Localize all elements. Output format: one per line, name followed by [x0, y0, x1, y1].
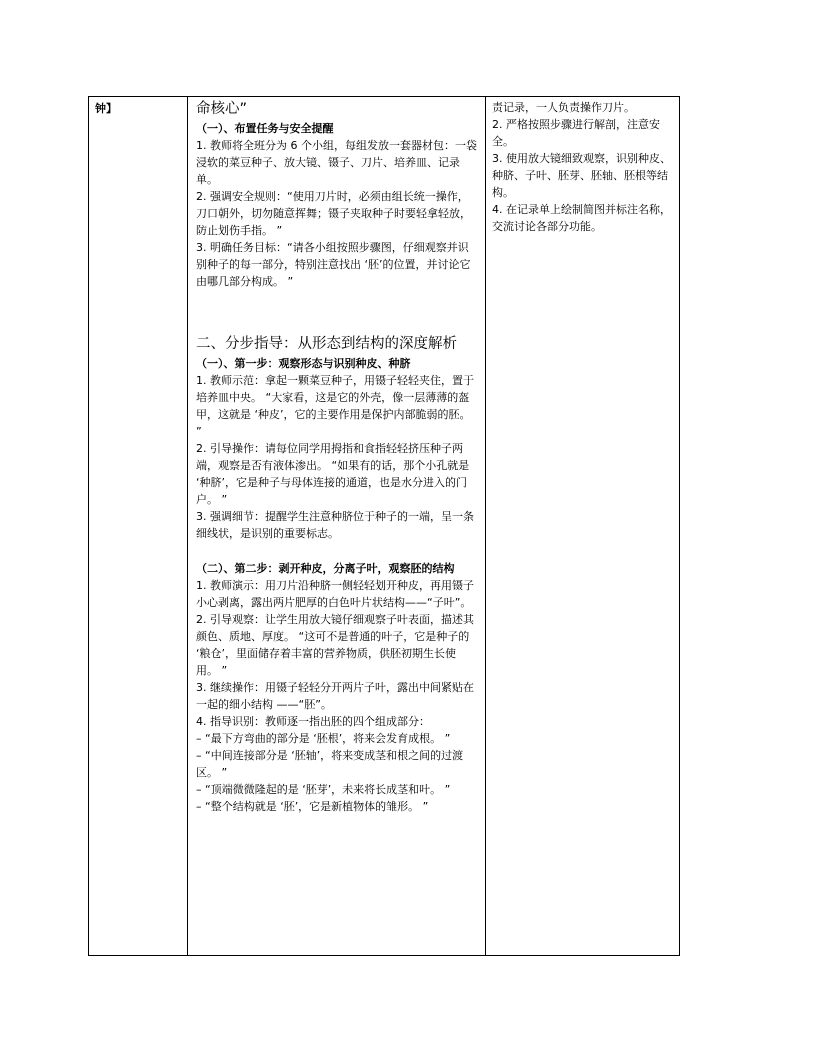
student-item: 2. 严格按照步骤进行解剖，注意安全。 [492, 118, 660, 148]
teacher-activity-column [188, 97, 486, 955]
step2-item: 4. 指导识别：教师逐一指出胚的四个组成部分： [196, 715, 430, 728]
step2-item: 1. 教师演示：用刀片沿种脐一侧轻轻划开种皮，再用镊子小心剥离，露出两片肥厚的白色叶片状结构——“子叶”。 [196, 579, 474, 609]
step1-heading: （一）、第一步：观察形态与识别种皮、种脐 [196, 357, 411, 370]
step2-item: – “中间连接部分是 ‘胚轴’，将来变成茎和根之间的过渡区。 ” [196, 749, 464, 779]
continued-line: 命核心” [196, 101, 248, 117]
time-column [89, 97, 188, 955]
student-activity-column [486, 97, 679, 955]
task-item: 3. 明确任务目标：“请各小组按照步骤图，仔细观察并识别种子的每一部分，特别注意找出 ‘胚’的位置，并讨论它由哪几部分构成。 ” [196, 241, 471, 288]
step2-item: – “最下方弯曲的部分是 ‘胚根’，将来会发育成根。 ” [196, 732, 451, 745]
task-item: 1. 教师将全班分为 6 个小组，每组发放一套器材包：一袋浸软的菜豆种子、放大镜、镊子、刀片、培养皿、记录单。 [196, 139, 477, 186]
step2-item: – “整个结构就是 ‘胚’，它是新植物体的雏形。 ” [196, 800, 429, 813]
step1-item: 2. 引导操作：请每位同学用拇指和食指轻轻挤压种子两端，观察是否有液体渗出。 “如果有的话，那个小孔就是 ‘种脐’，它是种子与母体连接的通道，也是水分进入的门户。 ” [196, 442, 470, 506]
student-item: 责记录，一人负责操作刀片。 [492, 101, 635, 114]
task-item: 2. 强调安全规则：“使用刀片时，必须由组长统一操作，刀口朝外，切勿随意挥舞；镊子夹取种子时要轻拿轻放，防止划伤手指。 ” [196, 190, 471, 237]
lesson-table [88, 96, 680, 956]
section-heading-task: （一）、布置任务与安全提醒 [196, 122, 334, 135]
step1-item: 1. 教师示范：拿起一颗菜豆种子，用镊子轻轻夹住，置于培养皿中央。 “大家看，这是它的外壳，像一层薄薄的盔甲，这就是 ‘种皮’，它的主要作用是保护内部脆弱的胚。 ” [196, 374, 474, 438]
step2-item: 3. 继续操作：用镊子轻轻分开两片子叶，露出中间紧贴在一起的细小结构 ——“胚”。 [196, 681, 474, 711]
student-item: 3. 使用放大镜细致观察，识别种皮、种脐、子叶、胚芽、胚轴、胚根等结构。 [492, 152, 671, 199]
step2-item: 2. 引导观察：让学生用放大镜仔细观察子叶表面，描述其颜色、质地、厚度。 “这可不是普通的叶子，它是种子的 ‘粮仓’，里面储存着丰富的营养物质，供胚初期生长使用。 ” [196, 613, 474, 677]
step2-item: – “顶端微微隆起的是 ‘胚芽’，未来将长成茎和叶。 ” [196, 783, 451, 796]
time-cell-text: 钟】 [95, 102, 117, 115]
step1-item: 3. 强调细节：提醒学生注意种脐位于种子的一端，呈一条细线状，是识别的重要标志。 [196, 510, 474, 540]
student-item: 4. 在记录单上绘制简图并标注名称，交流讨论各部分功能。 [492, 203, 671, 233]
step2-heading: （二）、第二步：剥开种皮，分离子叶，观察胚的结构 [196, 562, 455, 575]
part-heading: 二、分步指导：从形态到结构的深度解析 [196, 336, 457, 352]
